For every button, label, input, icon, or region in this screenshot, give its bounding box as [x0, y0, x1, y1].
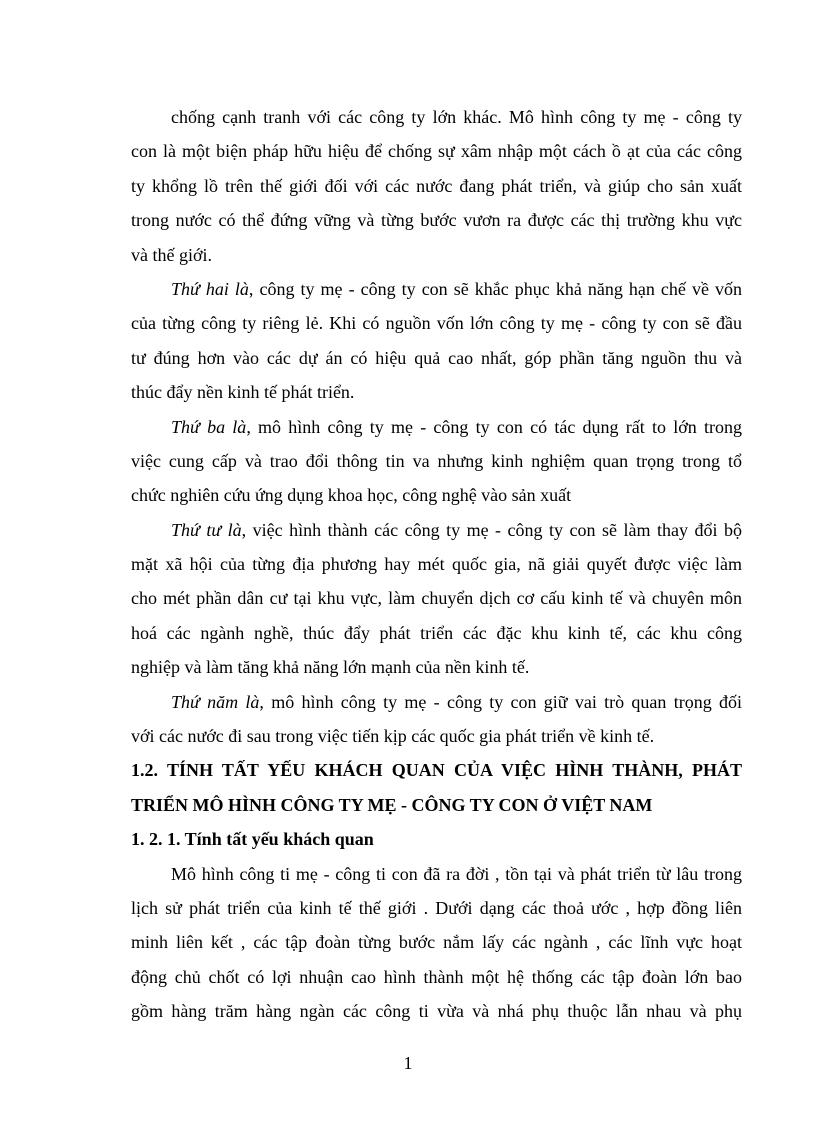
text-line: ty khổng lồ trên thế giới đối với các nước đang phát triển, và giúp cho sản xuất — [131, 175, 742, 196]
paragraph-line-text: , việc hình thành các công ty mẹ - công ty con sẽ làm thay đổi bộ — [241, 519, 742, 540]
text-line: lịch sử phát triển của kinh tế thế giới . Dưới dạng các thoả ước , hợp đồng liên — [131, 897, 742, 918]
text-line — [131, 513, 742, 547]
text-line — [131, 685, 742, 719]
paragraph-2 — [131, 272, 742, 410]
paragraph-6 — [131, 857, 742, 1029]
text-line: mặt xã hội của từng địa phương hay mét quốc gia, nã giải quyết được việc làm — [131, 554, 742, 575]
text-line: việc cung cấp và trao đổi thông tin va nhưng kinh nghiệm quan trọng trong tổ — [131, 450, 742, 471]
text-line: tư đúng hơn vào các dự án có hiệu quả cao nhất, góp phần tăng nguồn thu và — [131, 347, 742, 368]
text-line: với các nước đi sau trong việc tiến kịp các quốc gia phát triển về kinh tế. — [131, 726, 655, 747]
text-line: hoá các ngành nghề, thúc đẩy phát triển các đặc khu kinh tế, các khu công — [131, 622, 742, 643]
paragraph-4 — [131, 513, 742, 685]
text-line: cho mét phần dân cư tại khu vực, làm chuyển dịch cơ cấu kinh tế và chuyên môn — [131, 588, 742, 609]
paragraph-lead: Thứ tư là — [171, 519, 242, 540]
text-line: chống cạnh tranh với các công ty lớn khác. Mô hình công ty mẹ - công ty — [171, 107, 742, 127]
paragraph-1 — [131, 100, 742, 272]
text-line: của từng công ty riêng lẻ. Khi có nguồn vốn lớn công ty mẹ - công ty con sẽ đầu — [131, 313, 742, 334]
text-line: gồm hàng trăm hàng ngàn các công ti vừa và nhá phụ thuộc lẫn nhau và phụ — [131, 1001, 742, 1022]
paragraph-lead: Thứ ba là — [171, 416, 247, 437]
paragraph-lead: Thứ năm là — [171, 691, 260, 712]
text-line: động chủ chốt có lợi nhuận cao hình thành một hệ thống các tập đoàn lớn bao — [131, 966, 742, 987]
text-line: minh liên kết , các tập đoàn từng bước nắm lấy các ngành , các lĩnh vực hoạt — [131, 932, 742, 953]
text-line: thúc đẩy nền kinh tế phát triển. — [131, 382, 355, 403]
text-line: con là một biện pháp hữu hiệu để chống sự xâm nhập một cách ồ ạt của các công — [131, 141, 742, 162]
text-line: trong nước có thể đứng vững và từng bước vươn ra được các thị trường khu vực — [131, 210, 742, 231]
section-heading-1-2 — [131, 753, 742, 822]
paragraph-line-text: , mô hình công ty mẹ - công ty con có tác dụng rất to lớn trong — [246, 416, 742, 437]
text-line — [131, 272, 742, 306]
paragraph-5 — [131, 685, 742, 754]
text-line: và thế giới. — [131, 244, 212, 265]
text-line — [131, 410, 742, 444]
paragraph-line-text: , công ty mẹ - công ty con sẽ khắc phục khả năng hạn chế về vốn — [248, 278, 742, 299]
subsection-heading-1-2-1: 1. 2. 1. Tính tất yếu khách quan — [131, 829, 374, 850]
text-line: chức nghiên cứu ứng dụng khoa học, công nghệ vào sản xuất — [131, 485, 572, 506]
paragraph-3 — [131, 410, 742, 513]
paragraph-line-text: , mô hình công ty mẹ - công ty con giữ vai trò quan trọng đối — [259, 691, 743, 712]
heading-line: TRIỂN MÔ HÌNH CÔNG TY MẸ - CÔNG TY CON Ở VIỆT NAM — [131, 794, 653, 815]
body-text — [131, 100, 742, 1029]
page-number: 1 — [403, 1053, 413, 1073]
heading-line: 1.2. TÍNH TẤT YẾU KHÁCH QUAN CỦA VIỆC HÌNH THÀNH, PHÁT — [131, 760, 742, 781]
text-line: Mô hình công ti mẹ - công ti con đã ra đời , tồn tại và phát triển từ lâu trong — [171, 863, 742, 884]
paragraph-lead: Thứ hai là — [171, 278, 249, 299]
text-line: nghiệp và làm tăng khả năng lớn mạnh của nền kinh tế. — [131, 657, 530, 678]
